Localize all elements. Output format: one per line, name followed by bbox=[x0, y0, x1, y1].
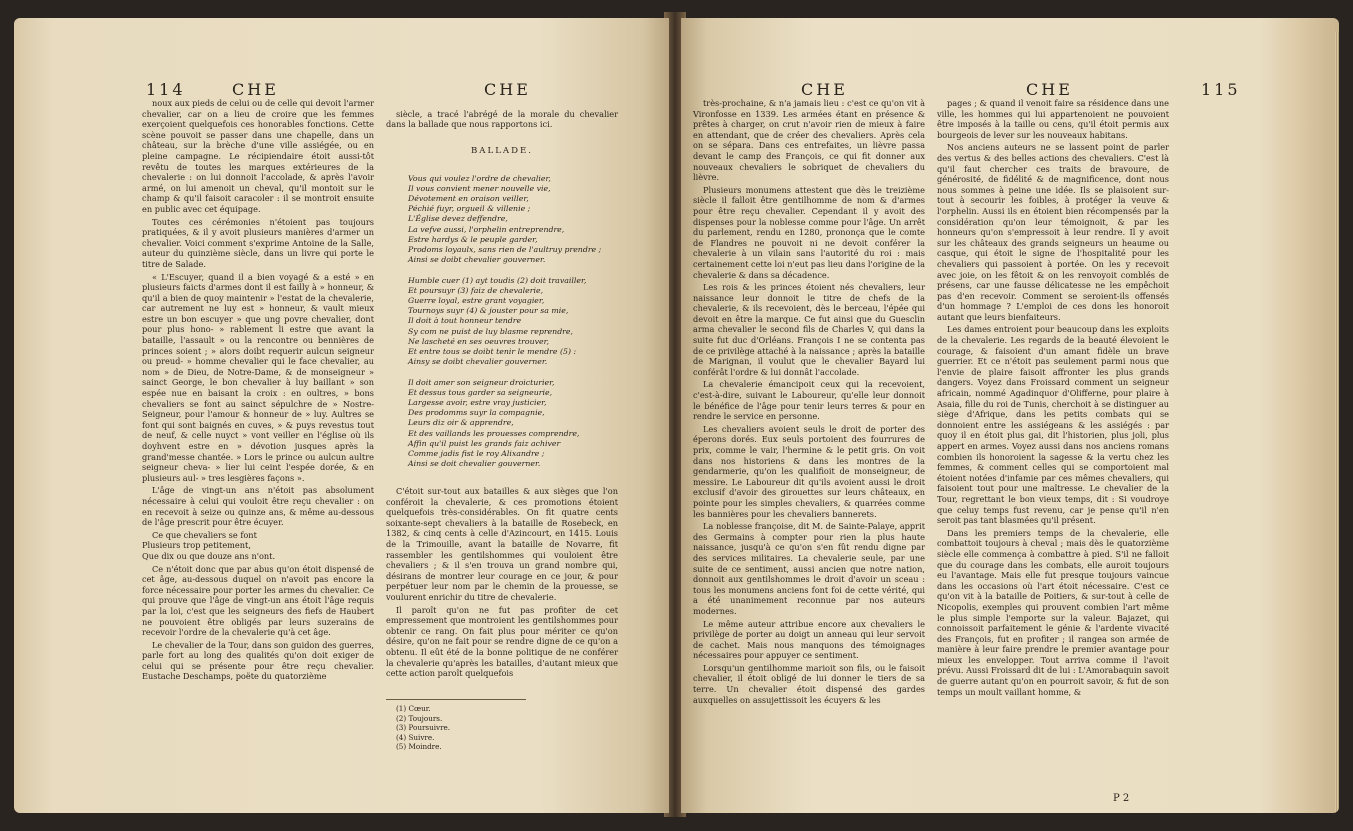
verse-line: Et des vaillands les prouesses comprendre, bbox=[408, 428, 580, 438]
paragraph: Ce n'étoit donc que par abus qu'on étoit dispensé de cet âge, au-dessous duquel on n'avoit pas encore la force nécessaire pour porter les armes du chevalier. Ce qui prouve que l'âge de vingt-un ans étoit l'âge requis par la loi, c'est que les seigneurs des fiefs de Haubert ne pouvoient être obligés par leurs suzerains de recevoir l'ordre de la chevalerie qu'à cet âge. bbox=[142, 563, 374, 638]
paragraph: Toutes ces cérémonies n'étoient pas toujours pratiquées, & il y avoit plusieurs manières d'armer un chevalier. Voici comment s'exprime Antoine de la Salle, auteur du quinzième siècle, dans un livre qui porte le titre de Salade. bbox=[142, 216, 374, 269]
verse-line: Et poursuyr (3) faiz de chevalerie, bbox=[408, 285, 544, 295]
running-head: CHE bbox=[1026, 80, 1073, 99]
verse-line: Ainsi se doibt chevalier gouverner. bbox=[408, 255, 546, 265]
page-number: 115 bbox=[1201, 80, 1241, 99]
paragraph: Lorsqu'un gentilhomme marioit son fils, ou le faisoit chevalier, il étoit obligé de lui donner le tiers de sa terre. Un chevalier étoit dispensé des gardes auxquelles on assujettissoit les écuyers & les bbox=[693, 662, 925, 705]
paragraph: Les rois & les princes étoient nés chevaliers, leur naissance leur donnoit le titre de chefs de la chevalerie, & ils recevoient, dès le berceau, l'épée qui devoit en être la marque. Ce fut ainsi que du Guesclin arma chevalier le second fils de Charles V, qui dans la suite fut duc d'Orléans. François I ne se contenta pas de ce privilège attaché à la naissance ; après la bataille de Marignan, il voulut que le chevalier Bayard lui conférât l'ordre & lui donnât l'accolade. bbox=[693, 282, 925, 377]
verse-line: Ainsy se doibt chevalier gouverner. bbox=[408, 357, 548, 367]
running-head: CHE bbox=[484, 80, 531, 99]
paragraph: Le même auteur attribue encore aux chevaliers le privilège de porter au doigt un anneau qui leur servoit de cachet. Mais nous manquons des témoignages nécessaires pour appuyer ce sentiment. bbox=[693, 618, 925, 661]
running-head: CHE bbox=[801, 80, 848, 99]
verse-line: Et entre tous se doibt tenir le mendre (5) : bbox=[408, 347, 577, 357]
left-column-1 bbox=[142, 98, 374, 684]
paragraph: Ce que chevaliers se font Plusieurs trop petitement, Que dix ou que douze ans n'ont. bbox=[142, 529, 276, 561]
signature-mark: P 2 bbox=[1113, 793, 1130, 804]
right-column-2 bbox=[937, 98, 1169, 699]
verse-line: La vefve aussi, l'orphelin entreprendre, bbox=[408, 224, 565, 234]
paragraph: La chevalerie émancipoit ceux qui la recevoient, c'est-à-dire, suivant le Laboureur, qu'elle leur donnoit le bénéfice de l'âge pour tenir leurs terres & pour en rendre le service en personne. bbox=[693, 379, 925, 422]
paragraph: Les dames entroient pour beaucoup dans les exploits de la chevalerie. Les regards de la beauté élevoient le courage, & faisoient d'un amant fidèle un brave guerrier. Et ce n'étoit pas seulement parmi nous que l'envie de plaire faisoit affronter les plus grands dangers. Voyez dans Froissard comment un seigneur africain, nommé Agadinquor d'Olifferne, pour plaire à Asaia, fille du roi de Tunis, cherchoit à se distinguer au siège d'Afrique, dans les petits combats qui se donnoient entre les assiégeans & les assiégés : par quoy il en étoit plus gai, dit l'historien, plus joli, plus appert en armes. Voyez aussi dans nos anciens romans combien ils honoroient la sagesse & la vertu chez les femmes, & comment celles qui se comportoient mal étoient notées d'infamie par ces mêmes chevaliers, qui faisoient tout pour une maîtresse. Le chevalier de la Tour, regrettant le bon vieux temps, dit : Si voudroye que celuy temps fust revenu, car je pense qu'il n'en seroit pas tant blasmées qu'il présent. bbox=[937, 324, 1169, 526]
verse-line: Leurs diz oir & apprendre, bbox=[408, 418, 514, 428]
verse-line: Ainsi se doit chevalier gouverner. bbox=[408, 459, 541, 469]
paragraph: Le chevalier de la Tour, dans son guidon des guerres, parle fort au long des qualités qu'on doit exiger de celui qui se présente pour être reçu chevalier. Eustache Deschamps, poëte du quatorzième bbox=[142, 639, 374, 682]
verse-line: Guerre loyal, estre grant voyagier, bbox=[408, 296, 545, 305]
left-column-2 bbox=[386, 98, 618, 762]
verse-line bbox=[408, 367, 618, 377]
verse-line: Humble cuer (1) ayt toudis (2) doit travailler, bbox=[408, 275, 587, 285]
verse-line: Tournoys suyr (4) & jouster pour sa mie, bbox=[408, 306, 569, 316]
verse-line: Affin qu'il puist les grands faiz achiver bbox=[408, 438, 561, 448]
right-page bbox=[681, 18, 1339, 813]
left-running-head bbox=[14, 80, 669, 100]
running-head: CHE bbox=[232, 80, 279, 99]
paragraph: Nos anciens auteurs ne se lassent point de parler des vertus & des belles actions des chevaliers. C'est là qu'il faut chercher ces traits de bravoure, de générosité, de fidélité & de magnificence, dont nous nous sommes à peine une idée. Ils se plaisoient sur-tout à secourir les foibles, à protéger la veuve & l'orphelin. Aussi ils en étoient bien récompensés par la considération qu'on leur témoignoit, & par les honneurs qu'on s'empressoit à leur rendre. Il y avoit sur les châteaux des grands seigneurs un heaume ou casque, qui étoit le signe de l'hospitalité pour les chevaliers qui passoient à portée. On les y recevoit avec joie, on les fêtoit & on les renvoyoit comblés de présens, car une fausse délicatesse ne les empêchoit pas d'en recevoir. Comment se seroient-ils offensés d'un hommage ? L'emploi de ces dons les honoroit autant que leurs bienfaiteurs. bbox=[937, 142, 1169, 322]
paragraph: Dans les premiers temps de la chevalerie, elle combattoit toujours à cheval ; mais dès le quatorzième siècle elle commença à combattre à pied. S'il ne falloit que du courage dans les combats, elle auroit toujours eu l'avantage. Mais elle fut presque toujours vaincue dans les occasions où l'art étoit nécessaire. C'est ce qu'on vit à la bataille de Poitiers, & sur-tout à celle de Nicopolis, exemples qui prouvent combien l'art même le plus simple l'emporte sur la valeur. Bajazet, qui connoissoit parfaitement le génie & l'ardente vivacité des François, fut en profiter ; il rangea son armée de manière à leur faire prendre le premier avantage pour mieux les envelopper. Tout arriva comme il l'avoit prévu. Aussi Froissard dit de lui : L'Amorabaquin savoit de guerre autant qu'on en pourroit savoir, & fut de son temps un moult vaillant homme, & bbox=[937, 527, 1169, 697]
right-column-1 bbox=[693, 98, 925, 707]
footnote: (3) Poursuivre. bbox=[396, 723, 451, 733]
verse-line: Des prodomms suyr la compagnie, bbox=[408, 408, 545, 418]
footnotes bbox=[386, 699, 526, 751]
verse-line: Largesse avoir, estre vray justicier, bbox=[408, 398, 547, 408]
paragraph: pages ; & quand il venoit faire sa résidence dans une ville, les hommes qui lui appartenoient ne pouvoient être imposés à la taille ou cens, qu'il étoit permis aux bourgeois de lever sur les nouveaux habitans. bbox=[937, 98, 1169, 140]
left-page bbox=[14, 18, 669, 813]
verse-line: Il vous convient mener nouvelle vie, bbox=[408, 183, 551, 193]
footnote: (4) Suivre. bbox=[396, 732, 435, 742]
column-body bbox=[386, 486, 618, 679]
verse-line: Sy com ne puist de luy blasme reprendre, bbox=[408, 326, 573, 336]
verse-line bbox=[408, 265, 618, 275]
verse-line: Il doit amer son seigneur droicturier, bbox=[408, 377, 555, 387]
footnote: (2) Toujours. bbox=[396, 713, 443, 723]
verse-line: Ne lascheté en ses oeuvres trouver, bbox=[408, 336, 549, 346]
open-book bbox=[14, 8, 1339, 823]
verse-line: Estre hardys & le peuple garder, bbox=[408, 234, 538, 244]
footnote: (5) Moindre. bbox=[396, 741, 442, 751]
paragraph: L'âge de vingt-un ans n'étoit pas absolument nécessaire à celui qui vouloit être reçu chevalier : on en recevoit à seize ou quinze ans, & même au-dessous de l'âge prescrit pour être écuyer. bbox=[142, 485, 374, 528]
verse-line: Et dessus tous garder sa seigneurie, bbox=[408, 387, 553, 397]
paragraph: Il paroît qu'on ne fut pas profiter de cet empressement que montroient les gentilshommes pour obtenir ce rang. On fait plus pour mériter ce qu'on désire, qu'on ne fait pour se rendre digne de ce qu'on a obtenu. Il eût été de la bonne politique de ne conférer la chevalerie qu'après les batailles, d'autant mieux que cette action paroît quelquefois bbox=[386, 604, 618, 679]
verse-line: Péchié fuyr, orgueil & villenie ; bbox=[408, 204, 531, 214]
verse-line: Prodoms loyaulx, sans rien de l'aultruy prendre ; bbox=[408, 244, 602, 254]
footnote: (1) Cœur. bbox=[396, 704, 431, 714]
verse-line: Vous qui voulez l'ordre de chevalier, bbox=[408, 173, 551, 183]
verse-line: Dévotement en oraison veiller, bbox=[408, 193, 529, 203]
paragraph: La noblesse françoise, dit M. de Sainte-Palaye, apprit des Germains à compter pour rien la plus haute naissance, jusqu'à ce qu'on s'en fût rendu digne par des services militaires. La chevalerie seule, par une suite de ce sentiment, aussi ancien que notre nation, donnoit aux gentilshommes le droit d'avoir un sceau : tous les monumens anciens font foi de cette vérité, qui a été unanimement reconnue par nos auteurs modernes. bbox=[693, 521, 925, 616]
paragraph: siècle, a tracé l'abrégé de la morale du chevalier dans la ballade que nous rapportons ici. bbox=[386, 108, 618, 130]
ballad-title: BALLADE. bbox=[470, 146, 534, 157]
page-number: 114 bbox=[146, 80, 186, 99]
paragraph: « L'Escuyer, quand il a bien voyagé & a esté » en plusieurs faicts d'armes dont il est failly à » honneur, & qu'il a bien de quoy maintenir » l'estat de la chevalerie, car autrement ne luy est » honneur, & vault mieux estre un bon escuyer » que ung povre chevalier, dont pour plus hono- » rablement li estre que avant la bataille, l'assault » ou la rencontre ou bennières de princes soient ; » alors doibt requerir aulcun seigneur ou preud- » homme chevalier qui le face chevalier, au nom » de Dieu, de Notre-Dame, & de monseigneur » sainct George, le bon chevalier à luy baillant » son espée nue en baisant la croix : en oultres, » bons chevaliers se font au sainct sépulchre de » Nostre-Seigneur, pour l'amour & honneur de » luy. Aultres se font qui sont baignés en cuves, » & puys revestus tout de neuf, & celle nuyct » vont veiller en l'église où ils doyhvent estre en » dévotion jusques après la grand'messe chantée. » Lors le prince ou aulcun aultre seigneur cheva- » lier lui ceint l'espée dorée, & en plusieurs aul- » tres lesgières façons ». bbox=[142, 271, 374, 483]
right-running-head bbox=[681, 80, 1339, 100]
paragraph: C'étoit sur-tout aux batailles & aux sièges que l'on conféroit la chevalerie, & ces promotions étoient quelquefois très-considérables. On fit quatre cents soixante-sept chevaliers à la bataille de Rosebeck, en 1382, & cinq cents à celle d'Azincourt, en 1415. Louis de la Trimouille, avant la bataille de Novarre, fit rassembler les gentilshommes qui vouloient être chevaliers ; & il s'en trouva un grand nombre qui, désirans de montrer leur courage en ce jour, & pour perpétuer leur nom par le chemin de la prouesse, se voulurent enrichir du titre de chevalerie. bbox=[386, 486, 618, 602]
verse-line: Comme jadis fist le roy Alixandre ; bbox=[408, 449, 545, 459]
verse-line: Il doit à tout honneur tendre bbox=[408, 316, 522, 326]
ballad-verses bbox=[386, 174, 618, 470]
paragraph: Plusieurs monumens attestent que dès le treizième siècle il falloit être gentilhomme de nom & d'armes pour être reçu chevalier. Cependant il y avoit des dispenses pour la noblesse comme pour l'âge. Un arrêt du parlement, rendu en 1280, prononça que le comte de Flandres ne pouvoit ni ne devoit conférer la chevalerie à un vilain sans l'autorité du roi : mais certainement cette loi n'eut pas lieu dans l'origine de la chevalerie & dans sa décadence. bbox=[693, 184, 925, 280]
page-edges bbox=[1335, 32, 1339, 813]
paragraph: très-prochaine, & n'a jamais lieu : c'est ce qu'on vit à Vironfosse en 1339. Les armées étant en présence & prêtes à charger, on crut n'avoir rien de mieux à faire en attendant, que de créer des chevaliers. Après cela on se sépara. Dans ces entrefaites, un lièvre passa devant le camp des François, ce qui fit donner aux nouveaux chevaliers le sobriquet de chevaliers du lièvre. bbox=[693, 98, 925, 183]
paragraph: Les chevaliers avoient seuls le droit de porter des éperons dorés. Eux seuls portoient des fourrures de prix, comme le vair, l'hermine & le petit gris. On voit dans nos historiens & dans les montres de la gendarmerie, qu'on les qualifioit de monseigneur, de messire. Le Laboureur dit qu'ils avoient aussi le droit exclusif d'avoir des girouettes sur leurs châteaux, en pointe pour les simples chevaliers, & quarrées comme les bannières pour les chevaliers bannerets. bbox=[693, 423, 925, 519]
verse-line: L'Église devez deffendre, bbox=[408, 214, 508, 224]
paragraph: noux aux pieds de celui ou de celle qui devoit l'armer chevalier, car on a lieu de croire que les femmes exerçoient quelquefois ces honorables fonctions. Cette scène pouvoit se passer dans une chapelle, dans un château, sur la brèche d'une ville assiégée, ou en pleine campagne. Le récipiendaire étoit aussi-tôt revêtu de toutes les marques extérieures de la chevalerie : on lui donnoit l'accolade, & après l'avoir armé, on lui amenoit un cheval, qu'il montoit sur le champ & qu'il faisoit caracoler : il se montroit ensuite en public avec cet équipage. bbox=[142, 98, 374, 214]
